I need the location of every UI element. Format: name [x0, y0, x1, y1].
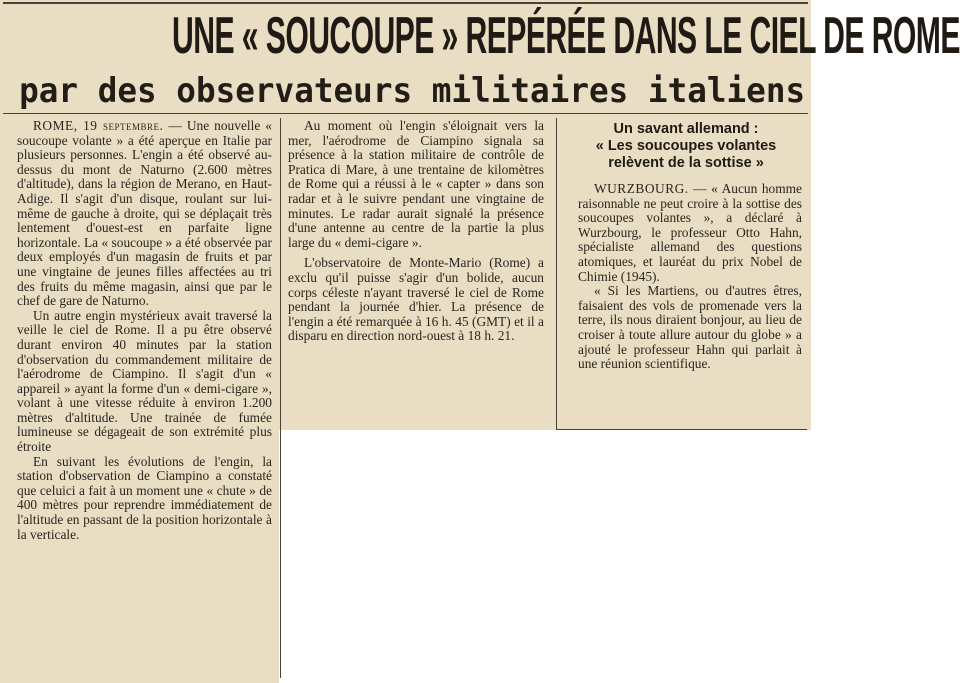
article-paragraph: En suivant les évolutions de l'engin, la station d'observation de Ciampino a constaté que celuici a fait à un moment une « chute » de 400 mètres pour reprendre immédiatement de l'altitude en passant de la position horizontale à la verticale.: [17, 453, 272, 542]
article-paragraph: ROME, 19 septembre. — Une nouvelle « soucoupe volante » a été aperçue en Italie par plusieurs personnes. L'engin a été observé au-dessus du mont de Naturno (2.600 mètres d'altitude), dans la région de Merano, en Haut-Adige. Il s'agit d'un disque, roulant sur lui-même de gauche à droite, qui se déplaçait très lentement d'ouest-est en parfaite ligne horizontale. La « soucoupe » a été observée par deux employés d'un magasin de fruits et par une vingtaine de jeunes filles affectées au tri des fruits du même magasin, ainsi que par le chef de gare de Naturno.: [17, 118, 273, 309]
sidebar-paragraph: « Si les Martiens, ou d'autres êtres, faisaient des vols de promenade vers la terre, ils nous diraient bonjour, au lieu de croiser à toute allure autour du globe » a ajouté le professeur Hahn qui parlait à une réunion scientifique.: [578, 283, 802, 372]
headline-rule: [3, 113, 808, 114]
column-rule-2: [556, 118, 557, 430]
sidebar-heading: [566, 121, 806, 172]
column-rule-1: [280, 118, 281, 678]
sidebar-heading-line: Un savant allemand :: [613, 121, 759, 137]
article-paragraph: L'observatoire de Monte-Mario (Rome) a exclu qu'il puisse s'agir d'un bolide, aucun corps céleste n'ayant traversé le ciel de Rome pendant la journée d'hier. La présence de l'engin a été remarquée à 16 h. 45 (GMT) et il a disparu en direction nord-ouest à 18 h. 21.: [288, 255, 544, 344]
top-rule: [3, 2, 808, 4]
blank-area: [279, 430, 811, 683]
article-column-2: [288, 119, 544, 344]
headline: UNE « SOUCOUPE » REPÉRÉE DANS LE CIEL DE ROME: [172, 7, 960, 65]
sidebar-dateline: WURZBOURG.: [594, 181, 689, 196]
sidebar-column: [578, 182, 802, 372]
sidebar-heading-line: « Les soucoupes volantes: [595, 138, 777, 154]
sidebar-paragraph-text: « Aucun homme raisonnable ne peut croire à la sottise des soucoupes volantes », a déclaré à Wurzbourg, le professeur Otto Hahn, spécialiste allemand des questions atomiques, et lauréat du prix Nobel de Chimie (1945).: [578, 181, 802, 284]
article-paragraph-text: Une nouvelle « soucoupe volante » a été aperçue en Italie par plusieurs personnes. L'engin a été observé au-dessus du mont de Naturno (2.600 mètres d'altitude), dans la région de Merano, en Haut-Adige. Il s'agit d'un disque, roulant sur lui-même de gauche à droite, qui se déplaçait très lentement d'ouest-est en parfaite ligne horizontale. La « soucoupe » a été observée par deux employés d'un magasin de fruits et par une vingtaine de jeunes filles affectées au tri des fruits du même magasin, ainsi que par le chef de gare de Naturno.: [17, 118, 273, 309]
sidebar-heading-line: relèvent de la sottise »: [608, 155, 764, 171]
sidebar-paragraph: WURZBOURG. — « Aucun homme raisonnable ne peut croire à la sottise des soucoupes volantes », a déclaré à Wurzbourg, le professeur Otto Hahn, spécialiste allemand des questions atomiques, et lauréat du prix Nobel de Chimie (1945).: [578, 181, 802, 284]
article-column-1: [17, 119, 272, 542]
sidebar-bottom-rule: [557, 429, 807, 430]
article-paragraph: Un autre engin mystérieux avait traversé la veille le ciel de Rome. Il a pu être observé durant environ 40 minutes par la station d'observation du commandement militaire de l'aérodrome de Ciampino. Il s'agit d'un « appareil » ayant la forme d'un « demi-cigare », volant à une vitesse réduite à environ 1.200 mètres d'altitude. Une trainée de fumée lumineuse se dégageait de son extrémité plus étroite: [17, 307, 272, 455]
article-dateline: ROME, 19 septembre.: [33, 118, 164, 133]
subheadline: par des observateurs militaires italiens: [19, 71, 806, 111]
article-paragraph: Au moment où l'engin s'éloignait vers la mer, l'aérodrome de Ciampino signala sa présence à la station militaire de contrôle de Pratica di Mare, à une trentaine de kilomètres de Rome qui a réussi à le « capter » dans son radar et à le suivre pendant une vingtaine de minutes. Le radar aurait signalé la présence d'une antenne au centre de la partie la plus large du « demi-cigare ».: [288, 118, 544, 250]
